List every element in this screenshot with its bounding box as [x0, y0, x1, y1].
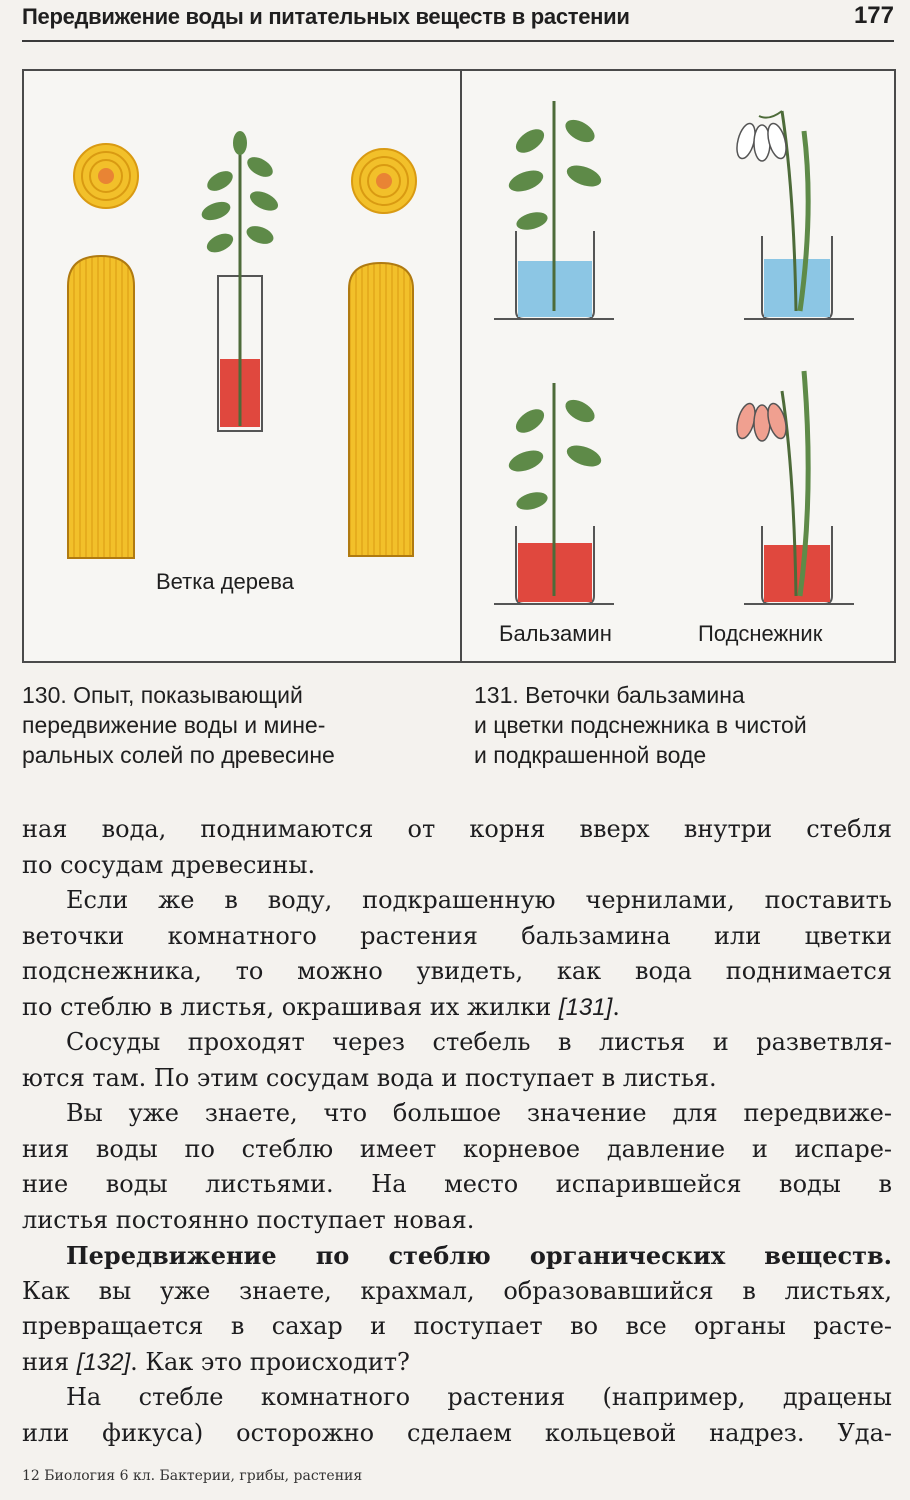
text-line: Вы уже знаете, что большое значение для передвиже-: [66, 1099, 892, 1127]
caption-line: и цветки подснежника в чистой: [474, 712, 807, 738]
caption-line: 130. Опыт, показывающий: [22, 682, 303, 708]
balsam-blue-beaker: [494, 101, 614, 319]
text-line: подснежника, то можно увидеть, как вода поднимается: [22, 957, 892, 985]
figure-illustrations: [24, 71, 894, 661]
text-line: или фикуса) осторожно сделаем кольцевой надрез. Уда-: [22, 1418, 892, 1447]
section-heading: Передвижение по стеблю органических веществ.: [66, 1241, 892, 1270]
caption-line: передвижение воды и мине-: [22, 712, 326, 738]
text-fragment: по стеблю в листья, окрашивая их жилки: [22, 992, 559, 1021]
text-line: веточки комнатного растения бальзамина или цветки: [22, 921, 892, 950]
text-line: ние воды листьями. На место испарившейся воды в: [22, 1170, 892, 1198]
caption-fig-130: [22, 680, 335, 770]
text-line: Сосуды проходят через стебель в листья и разветвля-: [66, 1028, 892, 1056]
text-line: [22, 1345, 892, 1381]
label-balsam: Бальзамин: [499, 621, 612, 646]
wood-cross-section-1: [74, 144, 138, 208]
running-title: Передвижение воды и питательных веществ в растении: [22, 4, 630, 29]
caption-line: ральных солей по древесине: [22, 742, 335, 768]
page-number: 177: [853, 2, 894, 29]
figure-reference-132[interactable]: [132]: [76, 1348, 131, 1376]
wood-log-2: [349, 263, 413, 556]
text-line: ния воды по стеблю имеет корневое давление и испаре-: [22, 1134, 892, 1163]
body-text: [22, 812, 892, 1451]
text-line: ются там. По этим сосудам вода и поступает в листья.: [22, 1063, 717, 1092]
caption-line: и подкрашенной воде: [474, 742, 707, 768]
text-line: На стебле комнатного растения (например, драцены: [66, 1383, 892, 1411]
label-tree-branch: Ветка дерева: [156, 569, 294, 594]
wood-cross-section-2: [352, 149, 416, 213]
text-line: листья постоянно поступает новая.: [22, 1205, 475, 1234]
wood-log-1: [68, 256, 134, 558]
caption-fig-131: [474, 680, 807, 770]
text-line: превращается в сахар и поступает во все органы расте-: [22, 1312, 892, 1340]
text-line: ная вода, поднимаются от корня вверх внутри стебля: [22, 815, 892, 843]
figure-reference-131[interactable]: [131]: [558, 993, 613, 1021]
snowdrop-red-beaker: [734, 371, 854, 604]
text-fragment: .: [612, 992, 620, 1021]
text-line: по сосудам древесины.: [22, 850, 316, 879]
snowdrop-blue-beaker: [734, 111, 854, 319]
figure-panel: [22, 69, 896, 663]
label-snowdrop: Подснежник: [698, 621, 823, 646]
text-fragment: . Как это происходит?: [130, 1347, 410, 1376]
text-line: Если же в воду, подкрашенную чернилами, поставить: [66, 886, 892, 914]
page-footer: 12 Биология 6 кл. Бактерии, грибы, растения: [22, 1468, 363, 1484]
balsam-red-beaker: [494, 383, 614, 604]
caption-line: 131. Веточки бальзамина: [474, 682, 745, 708]
branch-in-tube: [199, 131, 281, 431]
text-fragment: ния: [22, 1347, 77, 1376]
text-line: [22, 990, 892, 1026]
text-line: Как вы уже знаете, крахмал, образовавшийся в листьях,: [22, 1276, 892, 1305]
page-header: [22, 0, 894, 42]
